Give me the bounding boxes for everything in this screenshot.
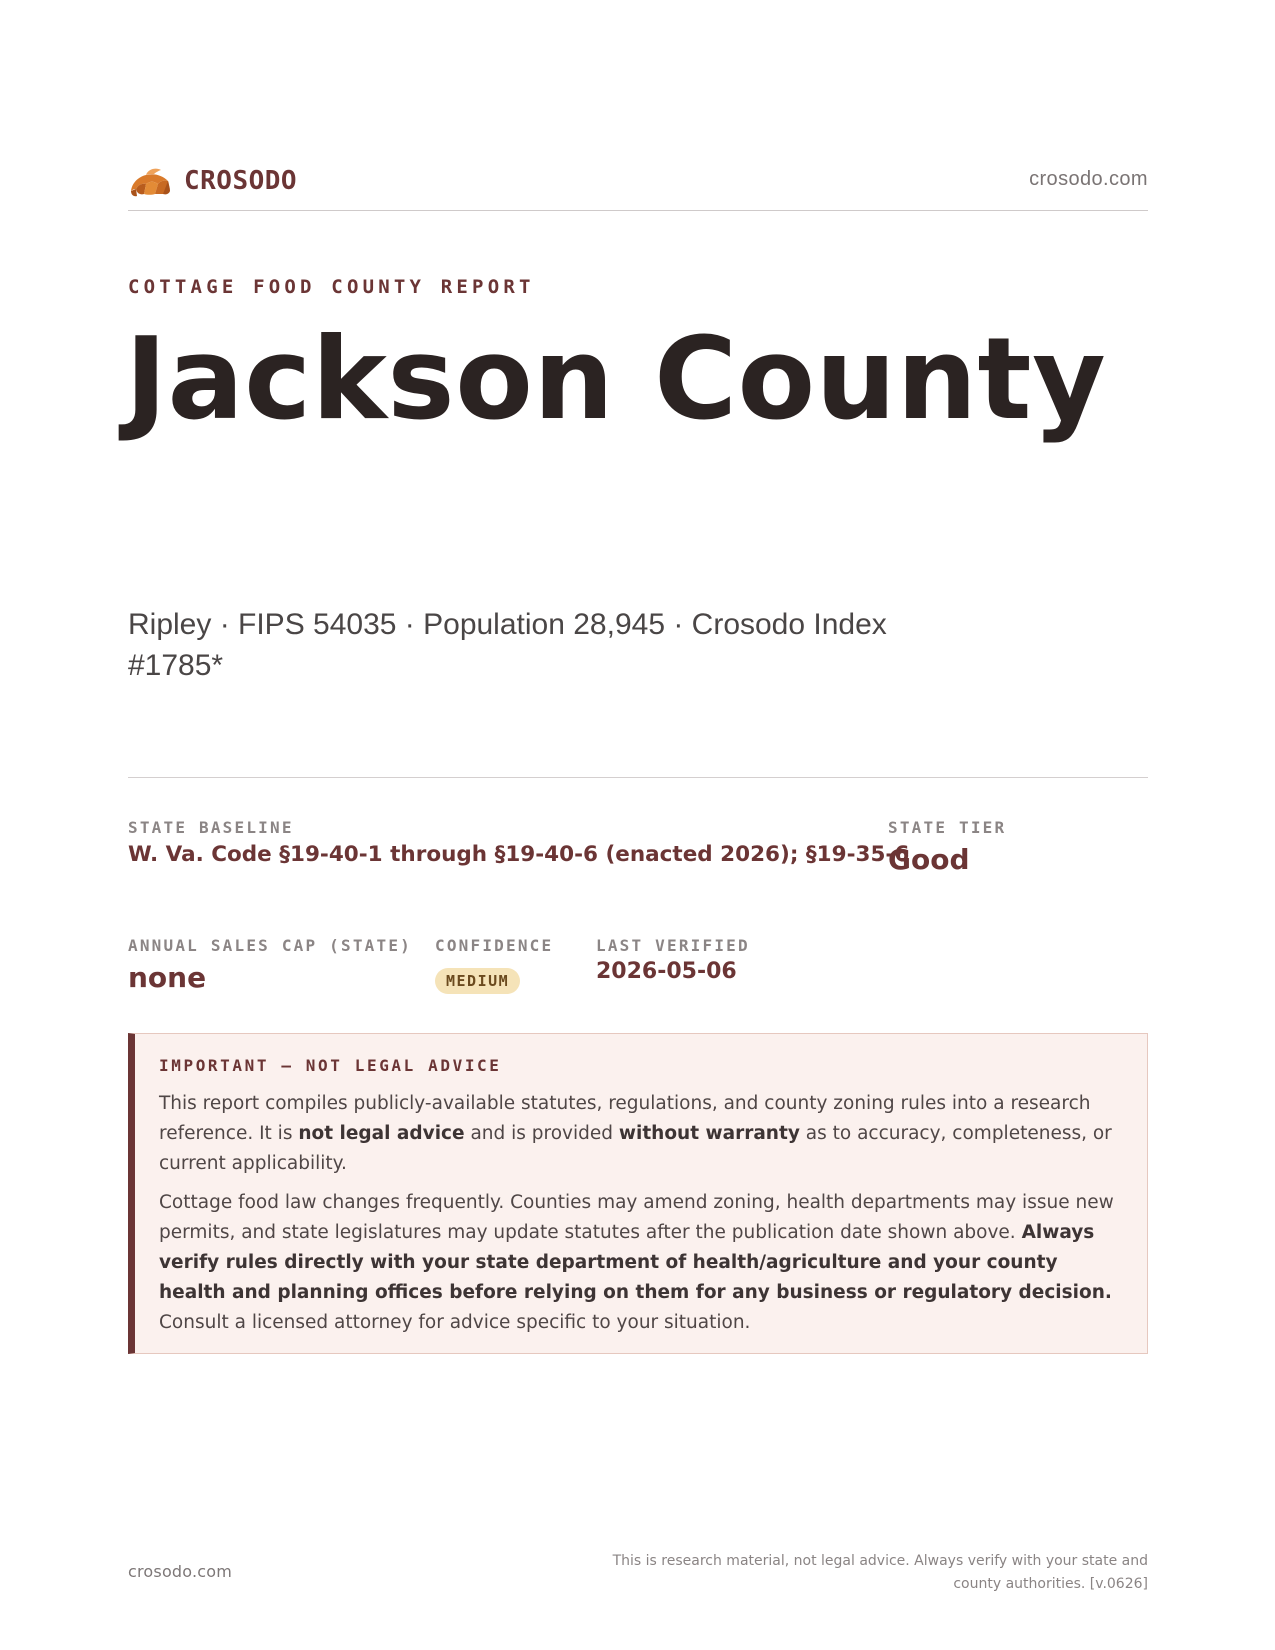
page-header	[128, 158, 1148, 211]
sales-cap-value: none	[128, 961, 207, 994]
notice-emphasis: without warranty	[618, 1123, 800, 1144]
notice-paragraph-1: This report compiles publicly-available statutes, regulations, and county zoning rules into a research reference. It is not legal advice and is provided without warranty as to accuracy, completeness, or current applicability.	[159, 1093, 1112, 1174]
notice-paragraph-2: Cottage food law changes frequently. Counties may amend zoning, health departments may issue new permits, and state legislatures may update statutes after the publication date shown above. Always verify rules directly with your state department of health/agriculture and your county health and planning offices before relying on them for any business or regulatory decision. Consult a licensed attorney for advice specific to your situation.	[159, 1192, 1114, 1333]
last-verified-value: 2026-05-06	[596, 959, 737, 984]
notice-emphasis: not legal advice	[298, 1123, 465, 1144]
site-link[interactable]: crosodo.com	[1029, 168, 1148, 190]
county-subtitle: Ripley · FIPS 54035 · Population 28,945 · Crosodo Index #1785*	[128, 608, 887, 682]
confidence-label: CONFIDENCE	[435, 936, 554, 955]
report-page	[125, 0, 1148, 1650]
section-divider	[128, 777, 1148, 778]
legal-notice	[128, 1033, 1148, 1354]
state-tier-value: Good	[888, 843, 970, 876]
notice-emphasis: Always verify rules directly with your state department of health/agriculture and your county health and planning offices before relying on them for any business or regulatory decision.	[159, 1222, 1112, 1303]
page-title: Jackson County	[125, 313, 1107, 445]
state-baseline-value: W. Va. Code §19-40-1 through §19-40-6 (enacted 2026); §19-35-6	[128, 842, 910, 867]
sales-cap-label: ANNUAL SALES CAP (STATE)	[128, 936, 412, 955]
confidence-badge: MEDIUM	[435, 968, 520, 994]
notice-title: IMPORTANT — NOT LEGAL ADVICE	[159, 1056, 502, 1075]
state-tier-label: STATE TIER	[888, 818, 1007, 837]
brand[interactable]	[128, 161, 297, 201]
report-kicker: COTTAGE FOOD COUNTY REPORT	[128, 276, 535, 298]
croissant-icon	[128, 161, 172, 201]
footer-site-link[interactable]: crosodo.com	[128, 1562, 233, 1581]
brand-name: CROSODO	[184, 166, 298, 196]
footer-disclaimer: This is research material, not legal advice. Always verify with your state and county authorities. [v.0626]	[612, 1553, 1148, 1592]
last-verified-label: LAST VERIFIED	[596, 936, 750, 955]
state-baseline-label: STATE BASELINE	[128, 818, 294, 837]
